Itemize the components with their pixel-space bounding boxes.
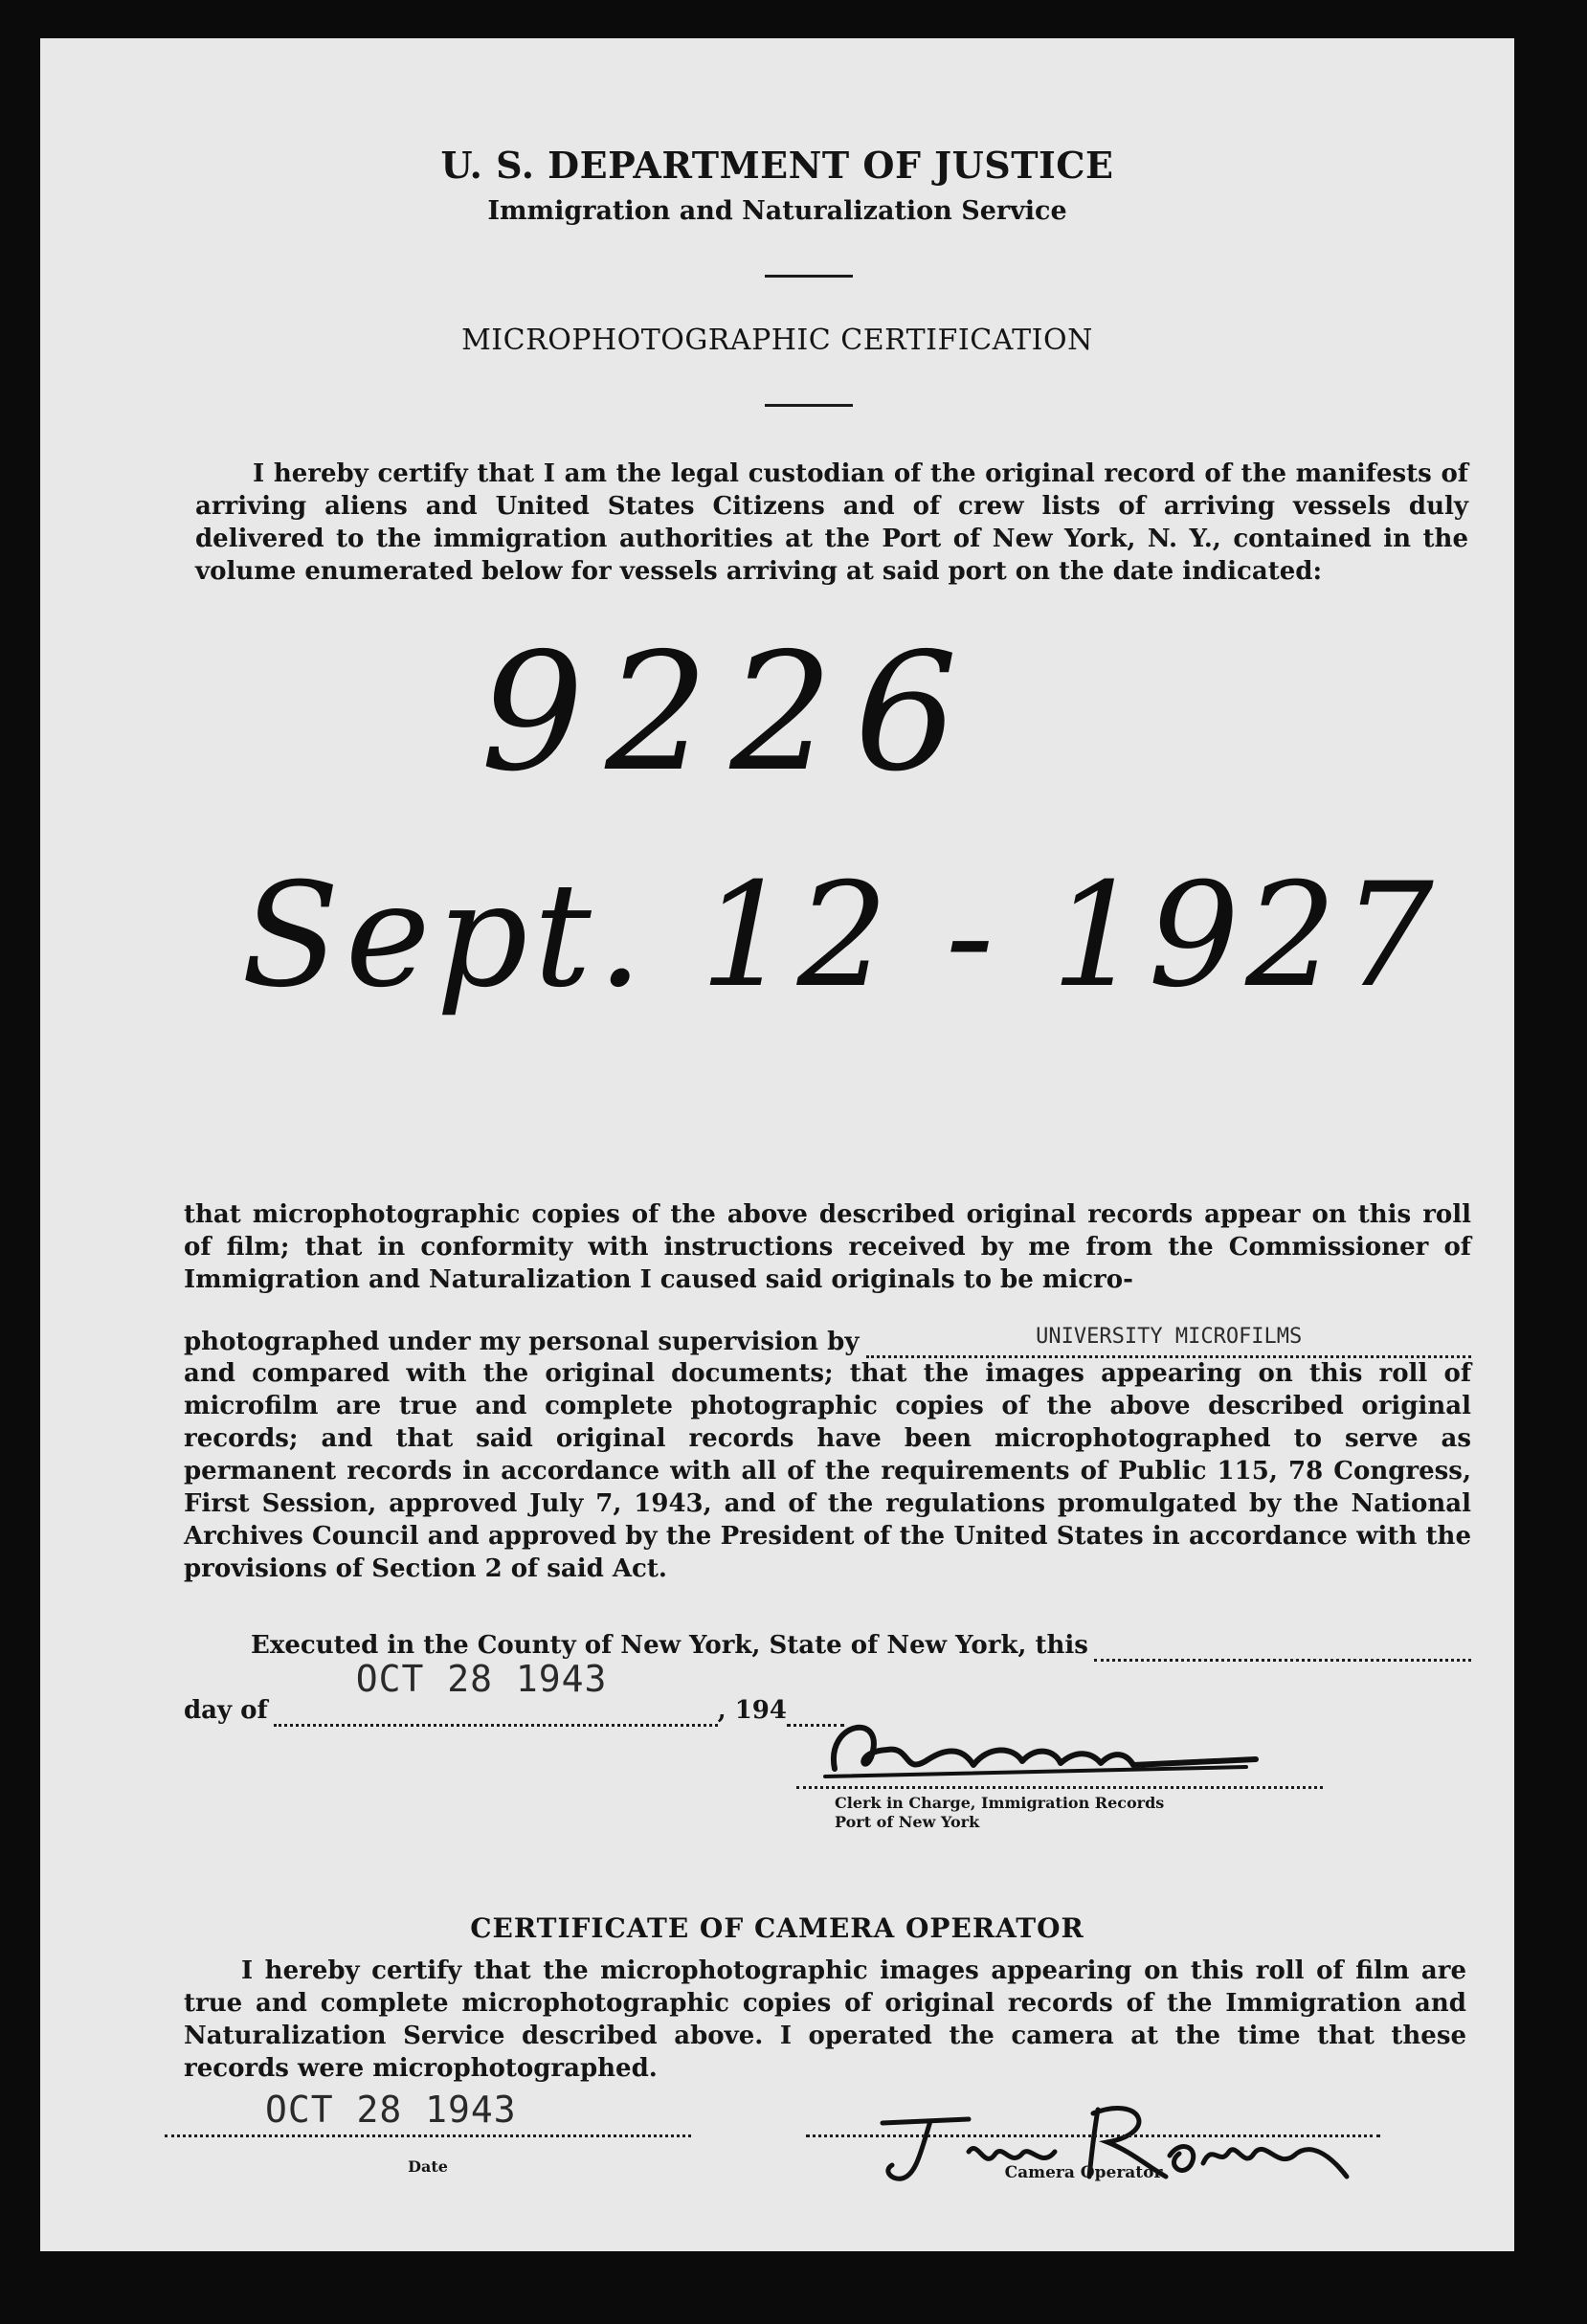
executed-blank [1094,1632,1471,1662]
executed-line [251,1629,1471,1662]
photographed-by-line [184,1323,1471,1358]
certificate-sheet [40,38,1514,2251]
camera-operator-label: Camera Operator [1004,2163,1163,2182]
clerk-title-line1: Clerk in Charge, Immigration Records [835,1794,1165,1812]
operator-date-stamp: OCT 28 1943 [265,2089,517,2131]
certification-intro: I hereby certify that I am the legal custodian of the original record of the manifests of arriving aliens and United States Citizens and of crew lists of arriving vessels duly delivered to the immigration authorities at the Port of New York, N. Y., contained in the volume enumerated below for vessels arriving at said port on the date indicated: [195,459,1468,586]
certification-body-part2: and compared with the original documents; that the images appearing on this roll of microfilm are true and complete photographic copies of the above described original records; and that said original records have been microphotographed to serve as permanent records in accordance with all of the requirements of Public 115, 78 Congress, First Session, approved July 7, 1943, and of the regulations promulgated by the National Archives Council and approved by the President of the United States in accordance with the provisions of Section 2 of said Act. [184,1359,1471,1583]
day-of-blank [274,1658,718,1727]
camera-operator-title: CERTIFICATE OF CAMERA OPERATOR [470,1912,1084,1944]
handwritten-arrival-date: Sept. 12 - 1927 [241,853,1440,1019]
service-subheading: Immigration and Naturalization Service [487,196,1067,226]
certification-body-part1: that microphotographic copies of the above described original records appear on this roll of film; that in conformity with instructions received by me from the Commissioner of Immigration and Naturalization I caused said originals to be micro- [184,1200,1471,1294]
certification-title: MICROPHOTOGRAPHIC CERTIFICATION [461,324,1093,357]
divider-rule-bottom [765,404,853,407]
camera-operator-body: I hereby certify that the microphotographic images appearing on this roll of film are true and complete microphotographic copies of original records of the Immigration and Naturalization Service described above. I operated the camera at the time that these records were microphotographed. [184,1956,1466,2083]
day-of-label: day of [184,1696,268,1725]
clerk-signature-line [796,1786,1323,1789]
divider-rule-top [765,275,853,278]
clerk-title-line2: Port of New York [835,1813,980,1831]
department-heading: U. S. DEPARTMENT OF JUSTICE [440,144,1114,187]
photographed-by-value: UNIVERSITY MICROFILMS [866,1323,1471,1358]
day-of-line [184,1658,844,1727]
camera-operator-line [806,2134,1380,2137]
operator-date-label: Date [408,2157,448,2176]
operator-date-line [165,2134,691,2137]
executed-text: Executed in the County of New York, State of New York, this [251,1631,1088,1660]
photographed-by-label: photographed under my personal supervision by [184,1328,860,1356]
day-of-stamp: OCT 28 1943 [355,1658,608,1700]
handwritten-volume-number: 9226 [481,618,979,808]
year-label: , 194 [717,1696,787,1725]
